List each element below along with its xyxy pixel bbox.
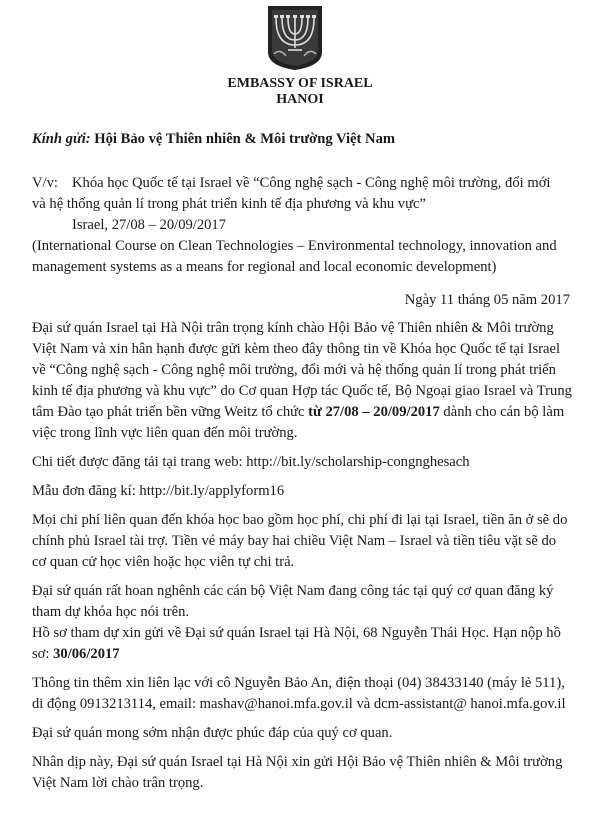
course-dates-bold: từ 27/08 – 20/09/2017 [308, 404, 440, 420]
paragraph-website: Chi tiết được đăng tải tại trang web: http://bit.ly/scholarship-congnghesach [32, 454, 470, 470]
paragraph-deadline [32, 623, 572, 665]
paragraph-form: Mẫu đơn đăng kí: http://bit.ly/applyform16 [32, 483, 285, 499]
deadline-bold: 30/06/2017 [53, 646, 120, 662]
paragraph-reply: Đại sứ quán mong sớm nhận được phúc đáp của quý cơ quan. [32, 725, 393, 741]
letter-date: Ngày 11 tháng 05 năm 2017 [404, 292, 570, 308]
subject-block [32, 173, 572, 278]
subject-dates: Israel, 27/08 – 20/09/2017 [72, 217, 227, 233]
addressee-name: Hội Bảo vệ Thiên nhiên & Môi trường Việt Nam [94, 131, 396, 147]
addressee-label: Kính gửi: [32, 131, 91, 147]
embassy-name: EMBASSY OF ISRAEL [227, 76, 373, 91]
paragraph-intro-end: dành cho cán bộ làm việc trong lĩnh vực liên quan đến môi trường. [32, 404, 565, 441]
paragraph-deadline-text: Hồ sơ tham dự xin gửi về Đại sứ quán Israel tại Hà Nội, 68 Nguyễn Thái Học. Hạn nộp hồ sơ: [32, 625, 561, 662]
paragraph-intro-text: Đại sứ quán Israel tại Hà Nội trân trọng kính chào Hội Bảo vệ Thiên nhiên & Môi trường Việt Nam và xin hân hạnh được gửi kèm theo đây thông tin về Khóa học Quốc tế tại Israel về “Công nghệ sạch - Công nghệ môi trường, đổi mới và hệ thống quản lí trong phát triển kinh tế địa phương và khu vực” do Cơ quan Hợp tác Quốc tế, Bộ Ngoại giao Israel và Trung tâm Đào tạo phát triển bền vững Weitz tổ chức [32, 320, 572, 420]
paragraph-costs: Mọi chi phí liên quan đến khóa học bao gồm học phí, chi phí đi lại tại Israel, tiền ăn ở sẽ do chính phủ Israel tài trợ. Tiền vé máy bay hai chiều Việt Nam – Israel và tiền tiêu vặt sẽ do cơ quan cử học viên hoặc học viên tự chi trả. [32, 512, 568, 570]
letter-body [32, 318, 572, 794]
subject-label: V/v: [32, 175, 58, 191]
menorah-emblem-icon [266, 4, 324, 72]
subject-line-2: và hệ thống quản lí trong phát triển kinh tế địa phương và khu vực” [32, 196, 426, 212]
paragraph-welcome: Đại sứ quán rất hoan nghênh các cán bộ Việt Nam đang công tác tại quý cơ quan đăng ký tham dự khóa học nói trên. [32, 583, 554, 620]
paragraph-contact: Thông tin thêm xin liên lạc với cô Nguyễn Bảo An, điện thoại (04) 38433140 (máy lẻ 511), di động 0913213114, email: mashav@hanoi.mfa.gov.il và dcm-assistant@ hanoi.mfa.gov.il [32, 675, 566, 712]
embassy-header [150, 76, 450, 108]
paragraph-closing: Nhân dịp này, Đại sứ quán Israel tại Hà Nội xin gửi Hội Bảo vệ Thiên nhiên & Môi trường Việt Nam lời chào trân trọng. [32, 754, 563, 791]
paragraph-intro [32, 318, 572, 444]
embassy-city: HANOI [276, 92, 324, 107]
subject-line-1: Khóa học Quốc tế tại Israel về “Công nghệ sạch - Công nghệ môi trường, đổi mới [72, 175, 551, 191]
addressee-line [32, 129, 572, 150]
subject-english: (International Course on Clean Technologies – Environmental technology, innovation and management systems as a means for regional and local economic development) [32, 238, 557, 275]
